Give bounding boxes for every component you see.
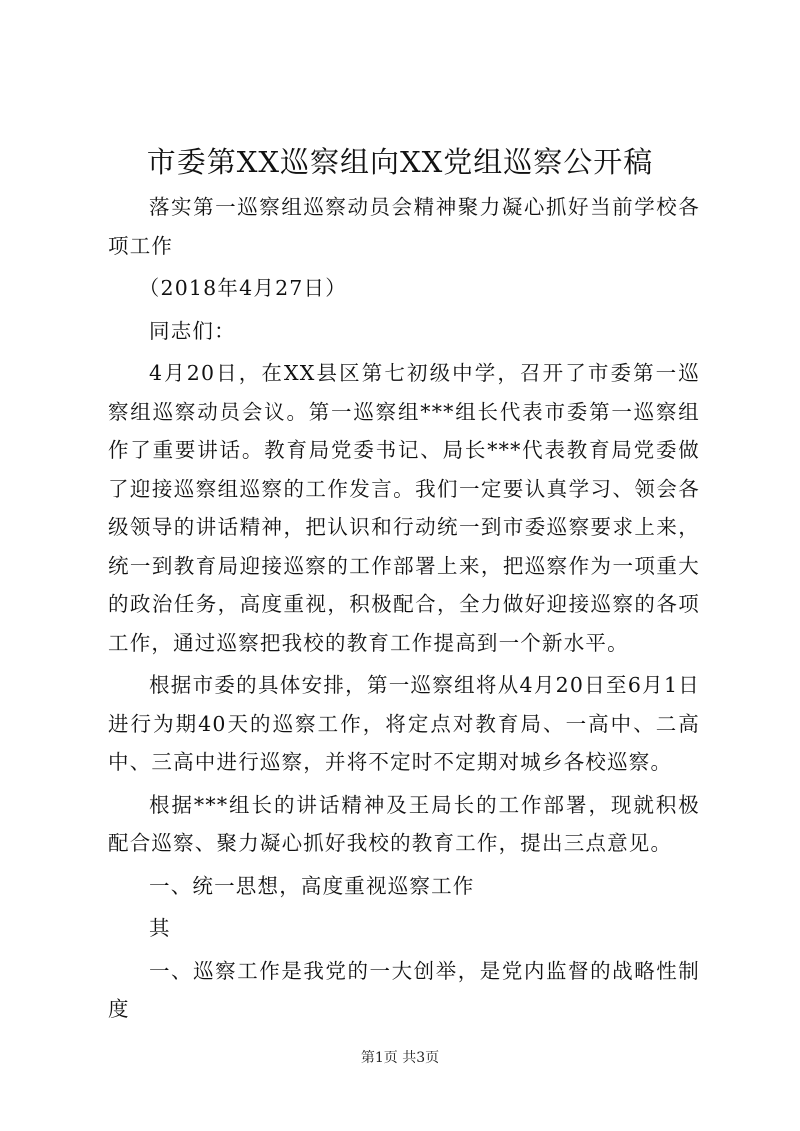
paragraph-opinions: 根据***组长的讲话精神及王局长的工作部署，现就积极配合巡察、聚力凝心抓好我校的教育工作，提出三点意见。: [108, 792, 700, 855]
paragraph-fragment: 其: [149, 916, 171, 940]
document-title: 市委第XX巡察组向XX党组巡察公开稿: [146, 145, 654, 179]
paragraph-date: （2018年4月27日）: [138, 276, 347, 300]
document-body: [108, 188, 700, 1033]
section-heading: 一、统一思想，高度重视巡察工作: [149, 873, 475, 898]
paragraph-subtitle: 落实第一巡察组巡察动员会精神聚力凝心抓好当前学校各项工作: [108, 195, 700, 258]
paragraph-schedule: 根据市委的具体安排，第一巡察组将从4月20日至6月1日进行为期40天的巡察工作，将定点对教育局、一高中、二高中、三高中进行巡察，并将不定时不定期对城乡各校巡察。: [108, 673, 700, 774]
paragraph-meeting: 4月20日，在XX县区第七初级中学，召开了市委第一巡察组巡察动员会议。第一巡察组***组长代表市委第一巡察组作了重要讲话。教育局党委书记、局长***代表教育局党委做了迎接巡察组巡察的工作发言。我们一定要认真学习、领会各级领导的讲话精神，把认识和行动统一到市委巡察要求上来，统一到教育局迎接巡察的工作部署上来，把巡察作为一项重大的政治任务，高度重视，积极配合，全力做好迎接巡察的各项工作，通过巡察把我校的教育工作提高到一个新水平。: [108, 361, 700, 655]
paragraph-salutation: 同志们：: [149, 318, 236, 343]
page-footer: 第1页 共3页: [360, 1050, 440, 1066]
paragraph-point-one: 一、巡察工作是我党的一大创举，是党内监督的战略性制度: [108, 958, 700, 1021]
